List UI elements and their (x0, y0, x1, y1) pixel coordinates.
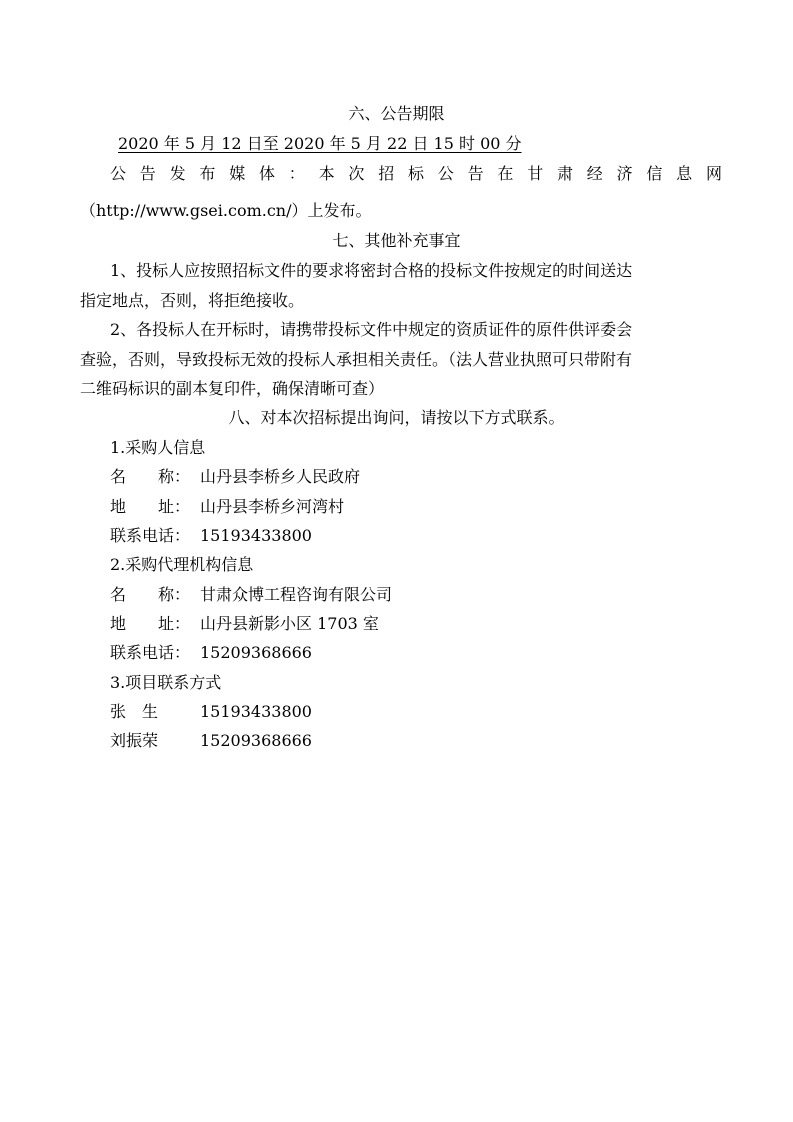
agency-name-label: 名 称： (110, 585, 191, 604)
project-contact-phone: 15209368666 (200, 731, 312, 750)
publish-media-line-1: 公告发布媒体：本次招标公告在甘肃经济信息网 (110, 164, 722, 183)
supplement-item-2-line-3: 二维码标识的副本复印件，确保清晰可查） (80, 379, 385, 398)
supplement-item-2-line-2: 查验，否则，导致投标无效的投标人承担相关责任。（法人营业执照可只带附有 (80, 350, 633, 369)
agency-address-label: 地 址： (110, 614, 191, 633)
purchaser-name-row (110, 467, 360, 487)
agency-name-value: 甘肃众博工程咨询有限公司 (200, 585, 393, 604)
section-eight-title: 八、对本次招标提出询问，请按以下方式联系。 (228, 408, 565, 427)
project-contact-heading: 3.项目联系方式 (110, 673, 222, 692)
purchaser-phone-row (110, 526, 312, 546)
agency-phone-label: 联系电话： (110, 643, 191, 662)
supplement-item-2-line-1: 2、各投标人在开标时，请携带投标文件中规定的资质证件的原件供评委会 (110, 320, 633, 339)
agency-address-value: 山丹县新影小区 1703 室 (200, 614, 379, 633)
section-seven-title: 七、其他补充事宜 (332, 231, 461, 250)
purchaser-address-row (110, 497, 344, 517)
purchaser-name-value: 山丹县李桥乡人民政府 (200, 467, 361, 486)
publish-media-line-2: （http://www.gsei.com.cn/）上发布。 (80, 201, 372, 220)
agency-phone-row (110, 643, 312, 663)
section-six-title: 六、公告期限 (348, 104, 445, 123)
agency-heading: 2.采购代理机构信息 (110, 555, 254, 574)
agency-address-row (110, 614, 379, 634)
purchaser-address-value: 山丹县李桥乡河湾村 (200, 497, 345, 516)
agency-name-row (110, 585, 392, 605)
supplement-item-1-line-2: 指定地点，否则，将拒绝接收。 (80, 291, 305, 310)
agency-phone-value: 15209368666 (200, 643, 312, 662)
purchaser-phone-label: 联系电话： (110, 526, 191, 545)
project-contact-name: 刘振荣 (110, 731, 159, 750)
purchaser-name-label: 名 称： (110, 467, 191, 486)
project-contact-row (110, 731, 312, 751)
announcement-period: 2020 年 5 月 12 日至 2020 年 5 月 22 日 15 时 00 分 (118, 134, 522, 153)
purchaser-heading: 1.采购人信息 (110, 438, 206, 457)
project-contact-name: 张 生 (110, 702, 159, 721)
supplement-item-1-line-1: 1、投标人应按照招标文件的要求将密封合格的投标文件按规定的时间送达 (110, 261, 633, 280)
project-contact-row (110, 702, 312, 722)
project-contact-phone: 15193433800 (200, 702, 312, 721)
purchaser-phone-value: 15193433800 (200, 526, 312, 545)
purchaser-address-label: 地 址： (110, 497, 191, 516)
